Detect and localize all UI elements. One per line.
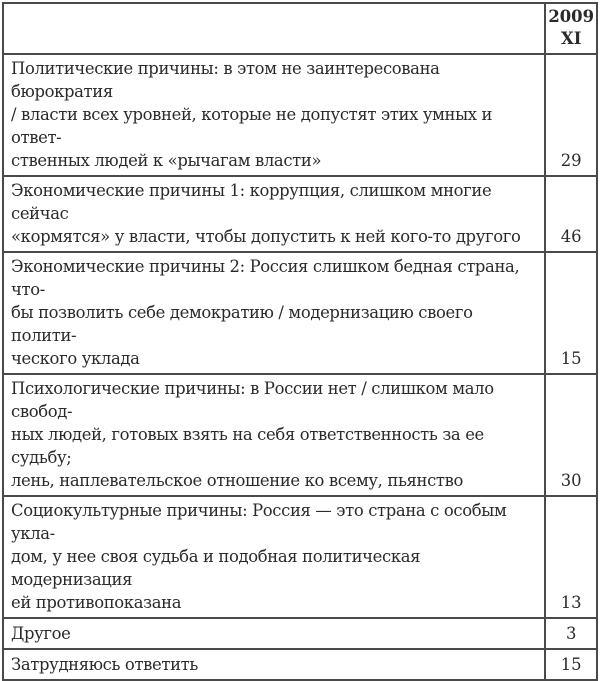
table-row	[3, 618, 597, 649]
row-label: Экономические причины 2: Россия слишком бедная страна, что- бы позволить себе демократию / модернизацию своего полити- ческого уклада	[3, 252, 545, 374]
survey-table	[2, 2, 598, 681]
table-row	[3, 374, 597, 496]
row-label: Затрудняюсь ответить	[3, 649, 545, 680]
row-value: 15	[545, 252, 597, 374]
row-value: 29	[545, 54, 597, 176]
row-label: Экономические причины 1: коррупция, слишком многие сейчас «кормятся» у власти, чтобы допустить к ней кого-то другого	[3, 176, 545, 252]
row-label: Политические причины: в этом не заинтересована бюрократия / власти всех уровней, которые не допустят этих умных и ответ- ственных людей к «рычагам власти»	[3, 54, 545, 176]
header-year-cell	[545, 3, 597, 54]
row-value: 30	[545, 374, 597, 496]
header-month: XI	[560, 29, 582, 48]
row-label: Другое	[3, 618, 545, 649]
row-value: 3	[545, 618, 597, 649]
table-row	[3, 649, 597, 680]
header-year: 2009	[548, 7, 594, 26]
table-row	[3, 54, 597, 176]
row-value: 46	[545, 176, 597, 252]
row-value: 13	[545, 496, 597, 618]
header-row	[3, 3, 597, 54]
table-row	[3, 496, 597, 618]
table-row	[3, 176, 597, 252]
row-label: Социокультурные причины: Россия — это страна с особым укла- дом, у нее своя судьба и подобная политическая модернизация ей противопоказана	[3, 496, 545, 618]
header-label-cell	[3, 3, 545, 54]
table-row	[3, 252, 597, 374]
row-label: Психологические причины: в России нет / слишком мало свобод- ных людей, готовых взять на себя ответственность за ее судьбу; лень, наплевательское отношение ко всему, пьянство	[3, 374, 545, 496]
row-value: 15	[545, 649, 597, 680]
